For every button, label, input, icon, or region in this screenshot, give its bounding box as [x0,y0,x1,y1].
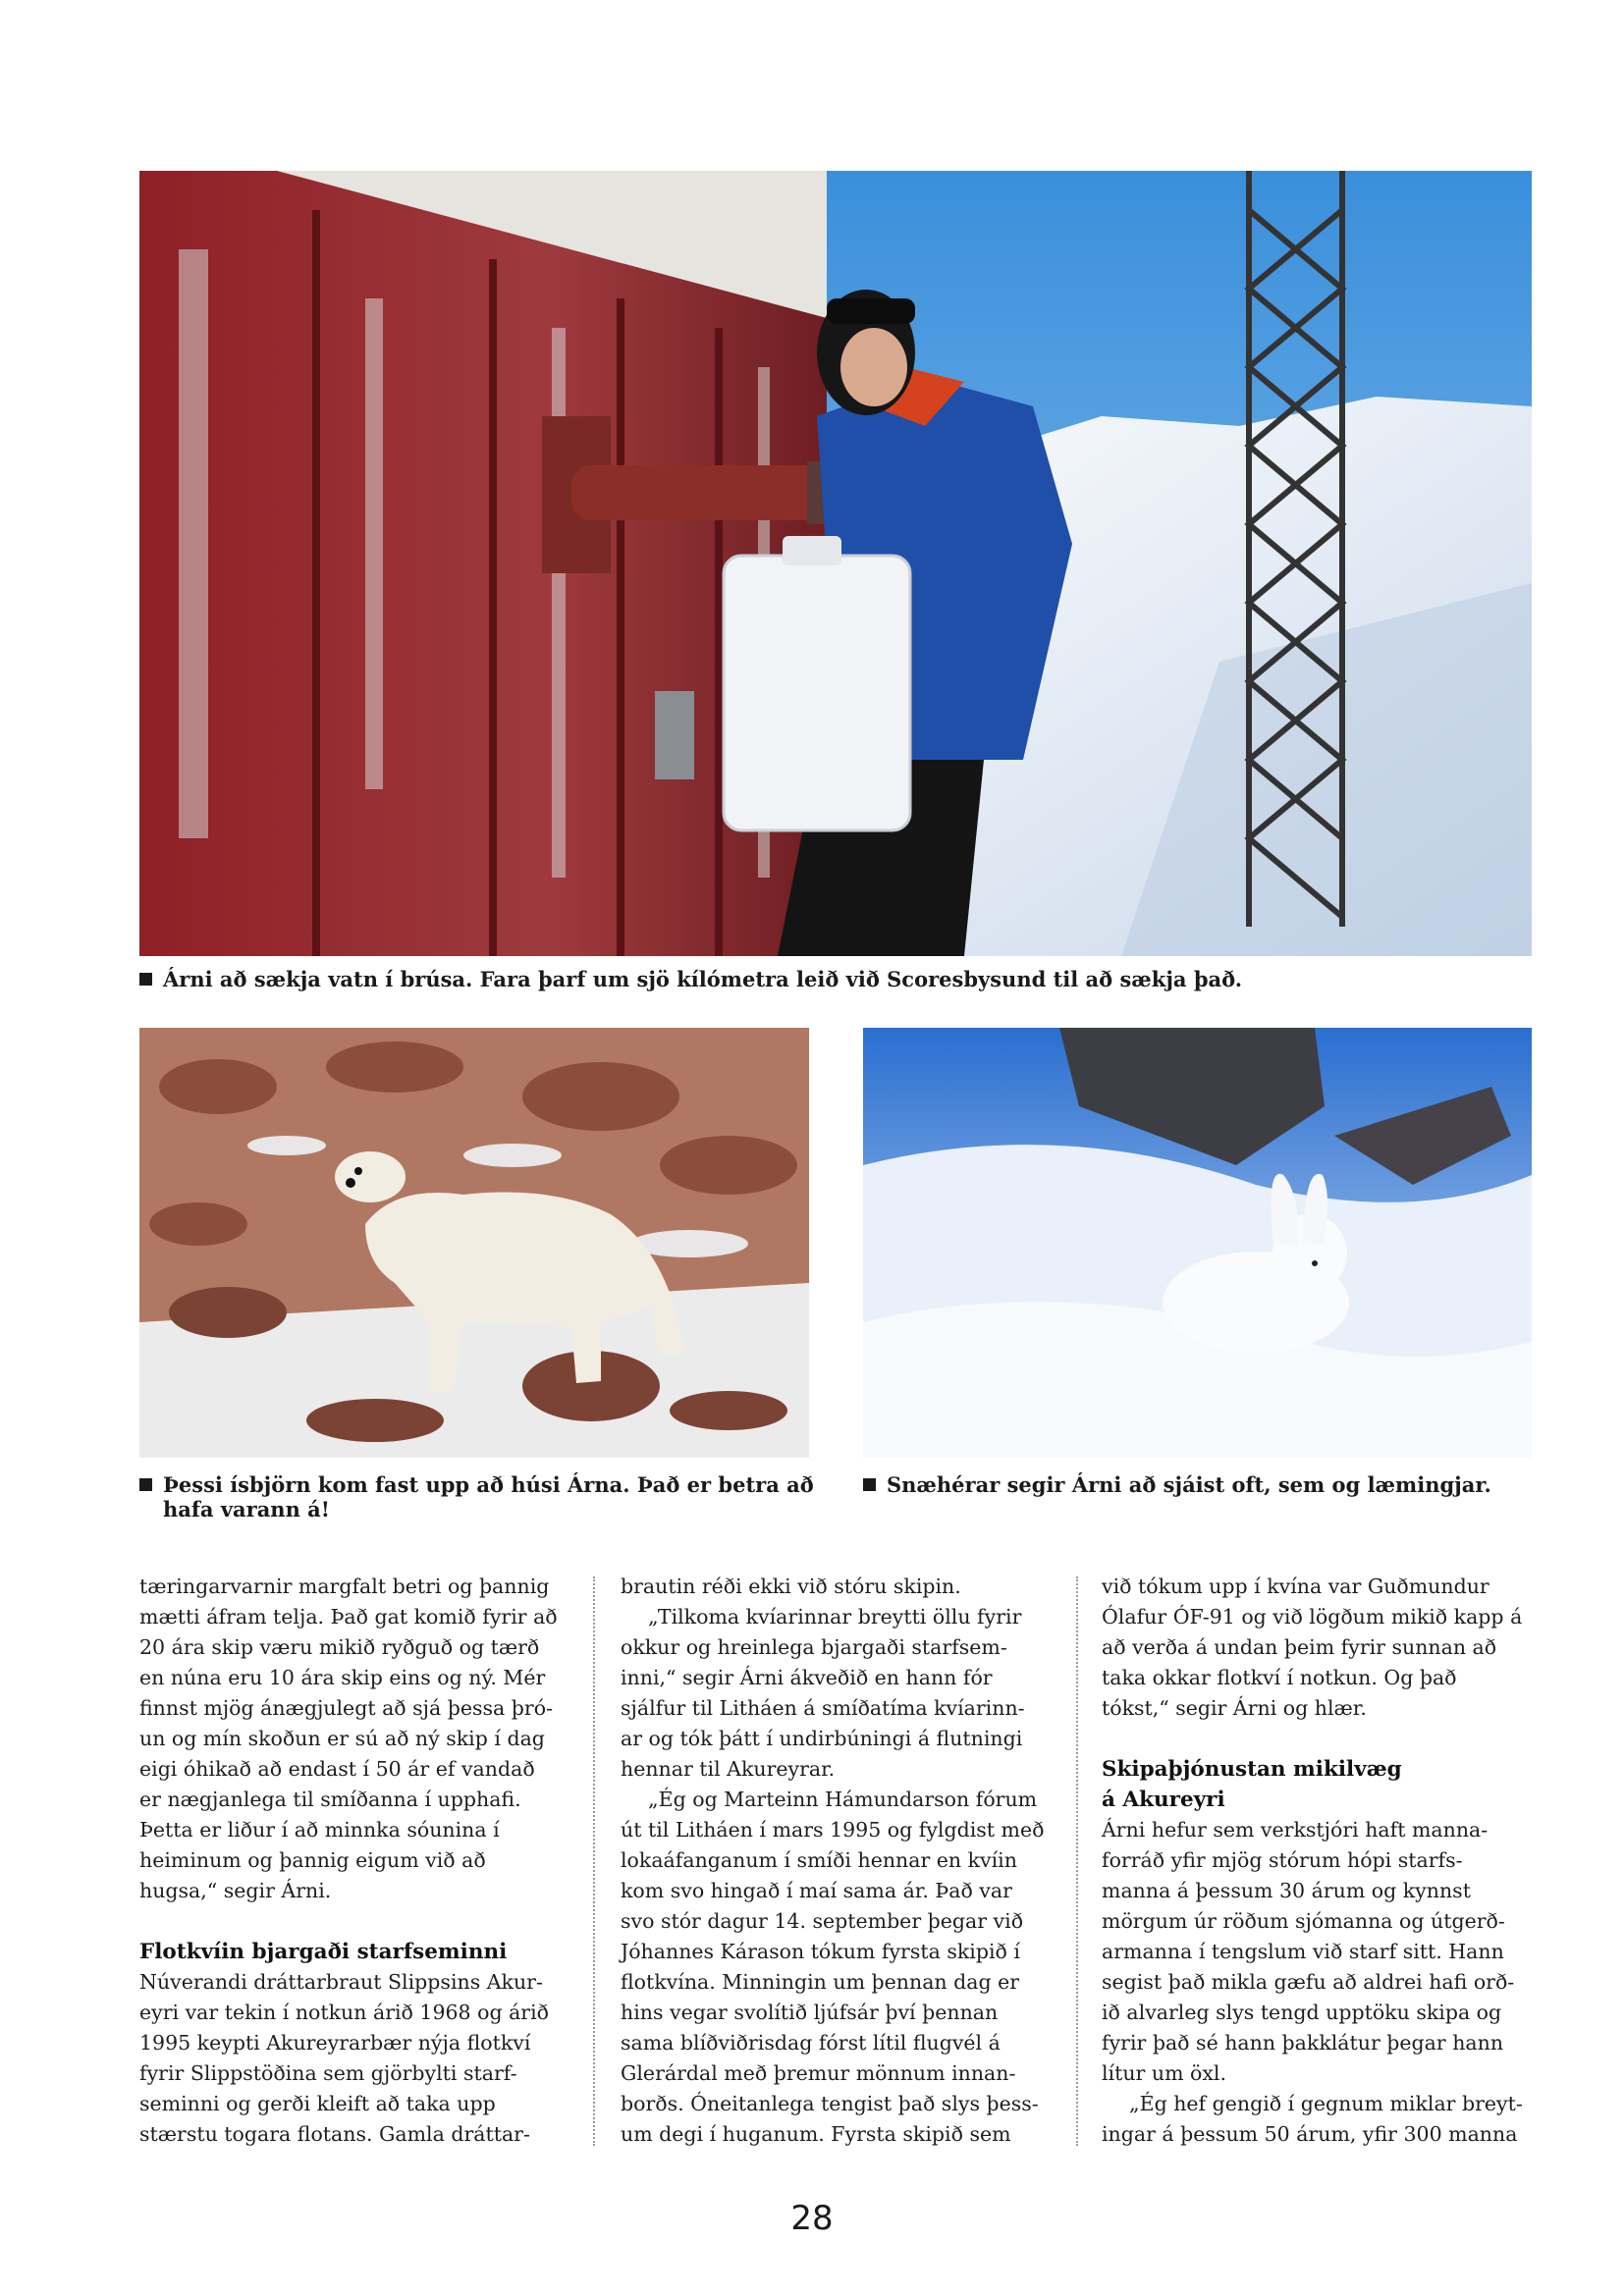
body-line: taka okkar flotkví í notkun. Og það [1102,1666,1457,1689]
section-heading: Flotkvíin bjargaði starfseminni [139,1940,508,1964]
body-line: eyri var tekin í notkun árið 1968 og árið [139,2001,549,2024]
body-line: hins vegar svolítið ljúfsár því þennan [621,2001,999,2024]
body-line: stærstu togara flotans. Gamla dráttar- [139,2122,530,2146]
section-heading: Skipaþjónustan mikilvæg [1102,1757,1402,1782]
body-line: en núna eru 10 ára skip eins og ný. Mér [139,1666,546,1689]
body-line: forráð yfir mjög stórum hópi starfs- [1102,1848,1463,1872]
body-line: mætti áfram telja. Það gat komið fyrir að [139,1605,558,1629]
body-line: kom svo hingað í maí sama ár. Það var [621,1879,1012,1902]
arctic-hare-caption: Snæhérar segir Árni að sjáist oft, sem og læmingjar. [863,1472,1550,1497]
body-line: Núverandi dráttarbraut Slippsins Akur- [139,1970,543,1994]
body-line: armanna í tengslum við starf sitt. Hann [1102,1940,1504,1963]
body-line: lítur um öxl. [1102,2061,1227,2085]
body-line: „Ég hef gengið í gegnum miklar breyt- [1129,2092,1523,2115]
body-line: 20 ára skip væru mikið ryðguð og tærð [139,1635,540,1659]
body-line: brautin réði ekki við stóru skipin. [621,1575,961,1598]
polar-bear-caption: Þessi ísbjörn kom fast upp að húsi Árna. Það er betra að hafa varann á! [139,1472,827,1522]
body-line: lokaáfanganum í smíði hennar en kvíin [621,1848,1017,1872]
page-number: 28 [790,2199,834,2238]
body-line: finnst mjög ánægjulegt að sjá þessa þró- [139,1696,553,1720]
main-photo [139,171,1532,956]
body-line: borðs. Óneitanlega tengist það slys þess- [621,2092,1039,2115]
body-line: sama blíðviðrisdag fórst lítil flugvél á [621,2031,1001,2055]
body-line: mörgum úr röðum sjómanna og útgerð- [1102,1909,1505,1933]
main-photo-caption: Árni að sækja vatn í brúsa. Fara þarf um sjö kílómetra leið við Scoresbysund til að sækja það. [139,967,1532,991]
body-line: inni,“ segir Árni ákveðið en hann fór [621,1666,993,1689]
body-line: Þetta er liður í að minnka sóunina í [139,1818,500,1842]
body-line: flotkvína. Minningin um þennan dag er [621,1970,1020,1994]
body-line: að verða á undan þeim fyrir sunnan að [1102,1635,1497,1659]
body-line: 1995 keypti Akureyrarbær nýja flotkví [139,2031,531,2055]
body-line: Árni hefur sem verkstjóri haft manna- [1102,1818,1489,1842]
caption-bullet [139,1478,152,1491]
arctic-hare-photo [863,1028,1532,1458]
body-line: manna á þessum 30 árum og kynnst [1102,1879,1471,1902]
body-line: við tókum upp í kvína var Guðmundur [1102,1575,1489,1598]
body-line: svo stór dagur 14. september þegar við [621,1909,1024,1933]
body-line: Ólafur ÓF-91 og við lögðum mikið kapp á [1102,1605,1523,1629]
caption-bullet [863,1478,876,1491]
body-line: heiminum og þannig eigum við að [139,1848,486,1872]
body-line: er nægjanlega til smíðanna í upphafi. [139,1788,521,1811]
column-divider [1076,1576,1078,2146]
body-line: eigi óhikað að endast í 50 ár ef vandað [139,1757,535,1781]
body-line: Glerárdal með þremur mönnum innan- [621,2061,1016,2085]
article-column-1 [139,1572,571,2150]
article-column-3 [1102,1572,1542,2150]
body-line: ið alvarleg slys tengd upptöku skipa og [1102,2001,1502,2024]
body-line: um degi í huganum. Fyrsta skipið sem [621,2122,1011,2146]
body-line: út til Litháen í mars 1995 og fylgdist með [621,1818,1045,1842]
body-line: hugsa,“ segir Árni. [139,1879,332,1902]
body-line: „Tilkoma kvíarinnar breytti öllu fyrir [648,1605,1022,1629]
body-line: Jóhannes Kárason tókum fyrsta skipið í [621,1940,1020,1963]
body-line: tæringarvarnir margfalt betri og þannig [139,1575,550,1598]
body-line: hennar til Akureyrar. [621,1757,836,1781]
body-line: „Ég og Marteinn Hámundarson fórum [648,1788,1038,1811]
polar-bear-photo [139,1028,809,1458]
body-line: seminni og gerði kleift að taka upp [139,2092,496,2115]
body-line: ar og tók þátt í undirbúningi á flutningi [621,1727,1023,1750]
body-line: sjálfur til Litháen á smíðatíma kvíarinn- [621,1696,1025,1720]
body-line: okkur og hreinlega bjargaði starfsem- [621,1635,1007,1659]
body-line: ingar á þessum 50 árum, yfir 300 manna [1102,2122,1518,2146]
body-line: fyrir Slippstöðina sem gjörbylti starf- [139,2061,517,2085]
column-divider [593,1576,595,2146]
caption-bullet [139,973,152,986]
body-line: tókst,“ segir Árni og hlær. [1102,1696,1367,1720]
article-column-2 [621,1572,1053,2150]
body-line: fyrir það sé hann þakklátur þegar hann [1102,2031,1504,2055]
body-line: segist það mikla gæfu að aldrei hafi orð- [1102,1970,1515,1994]
body-line: un og mín skoðun er sú að ný skip í dag [139,1727,545,1750]
section-heading: á Akureyri [1102,1788,1225,1812]
